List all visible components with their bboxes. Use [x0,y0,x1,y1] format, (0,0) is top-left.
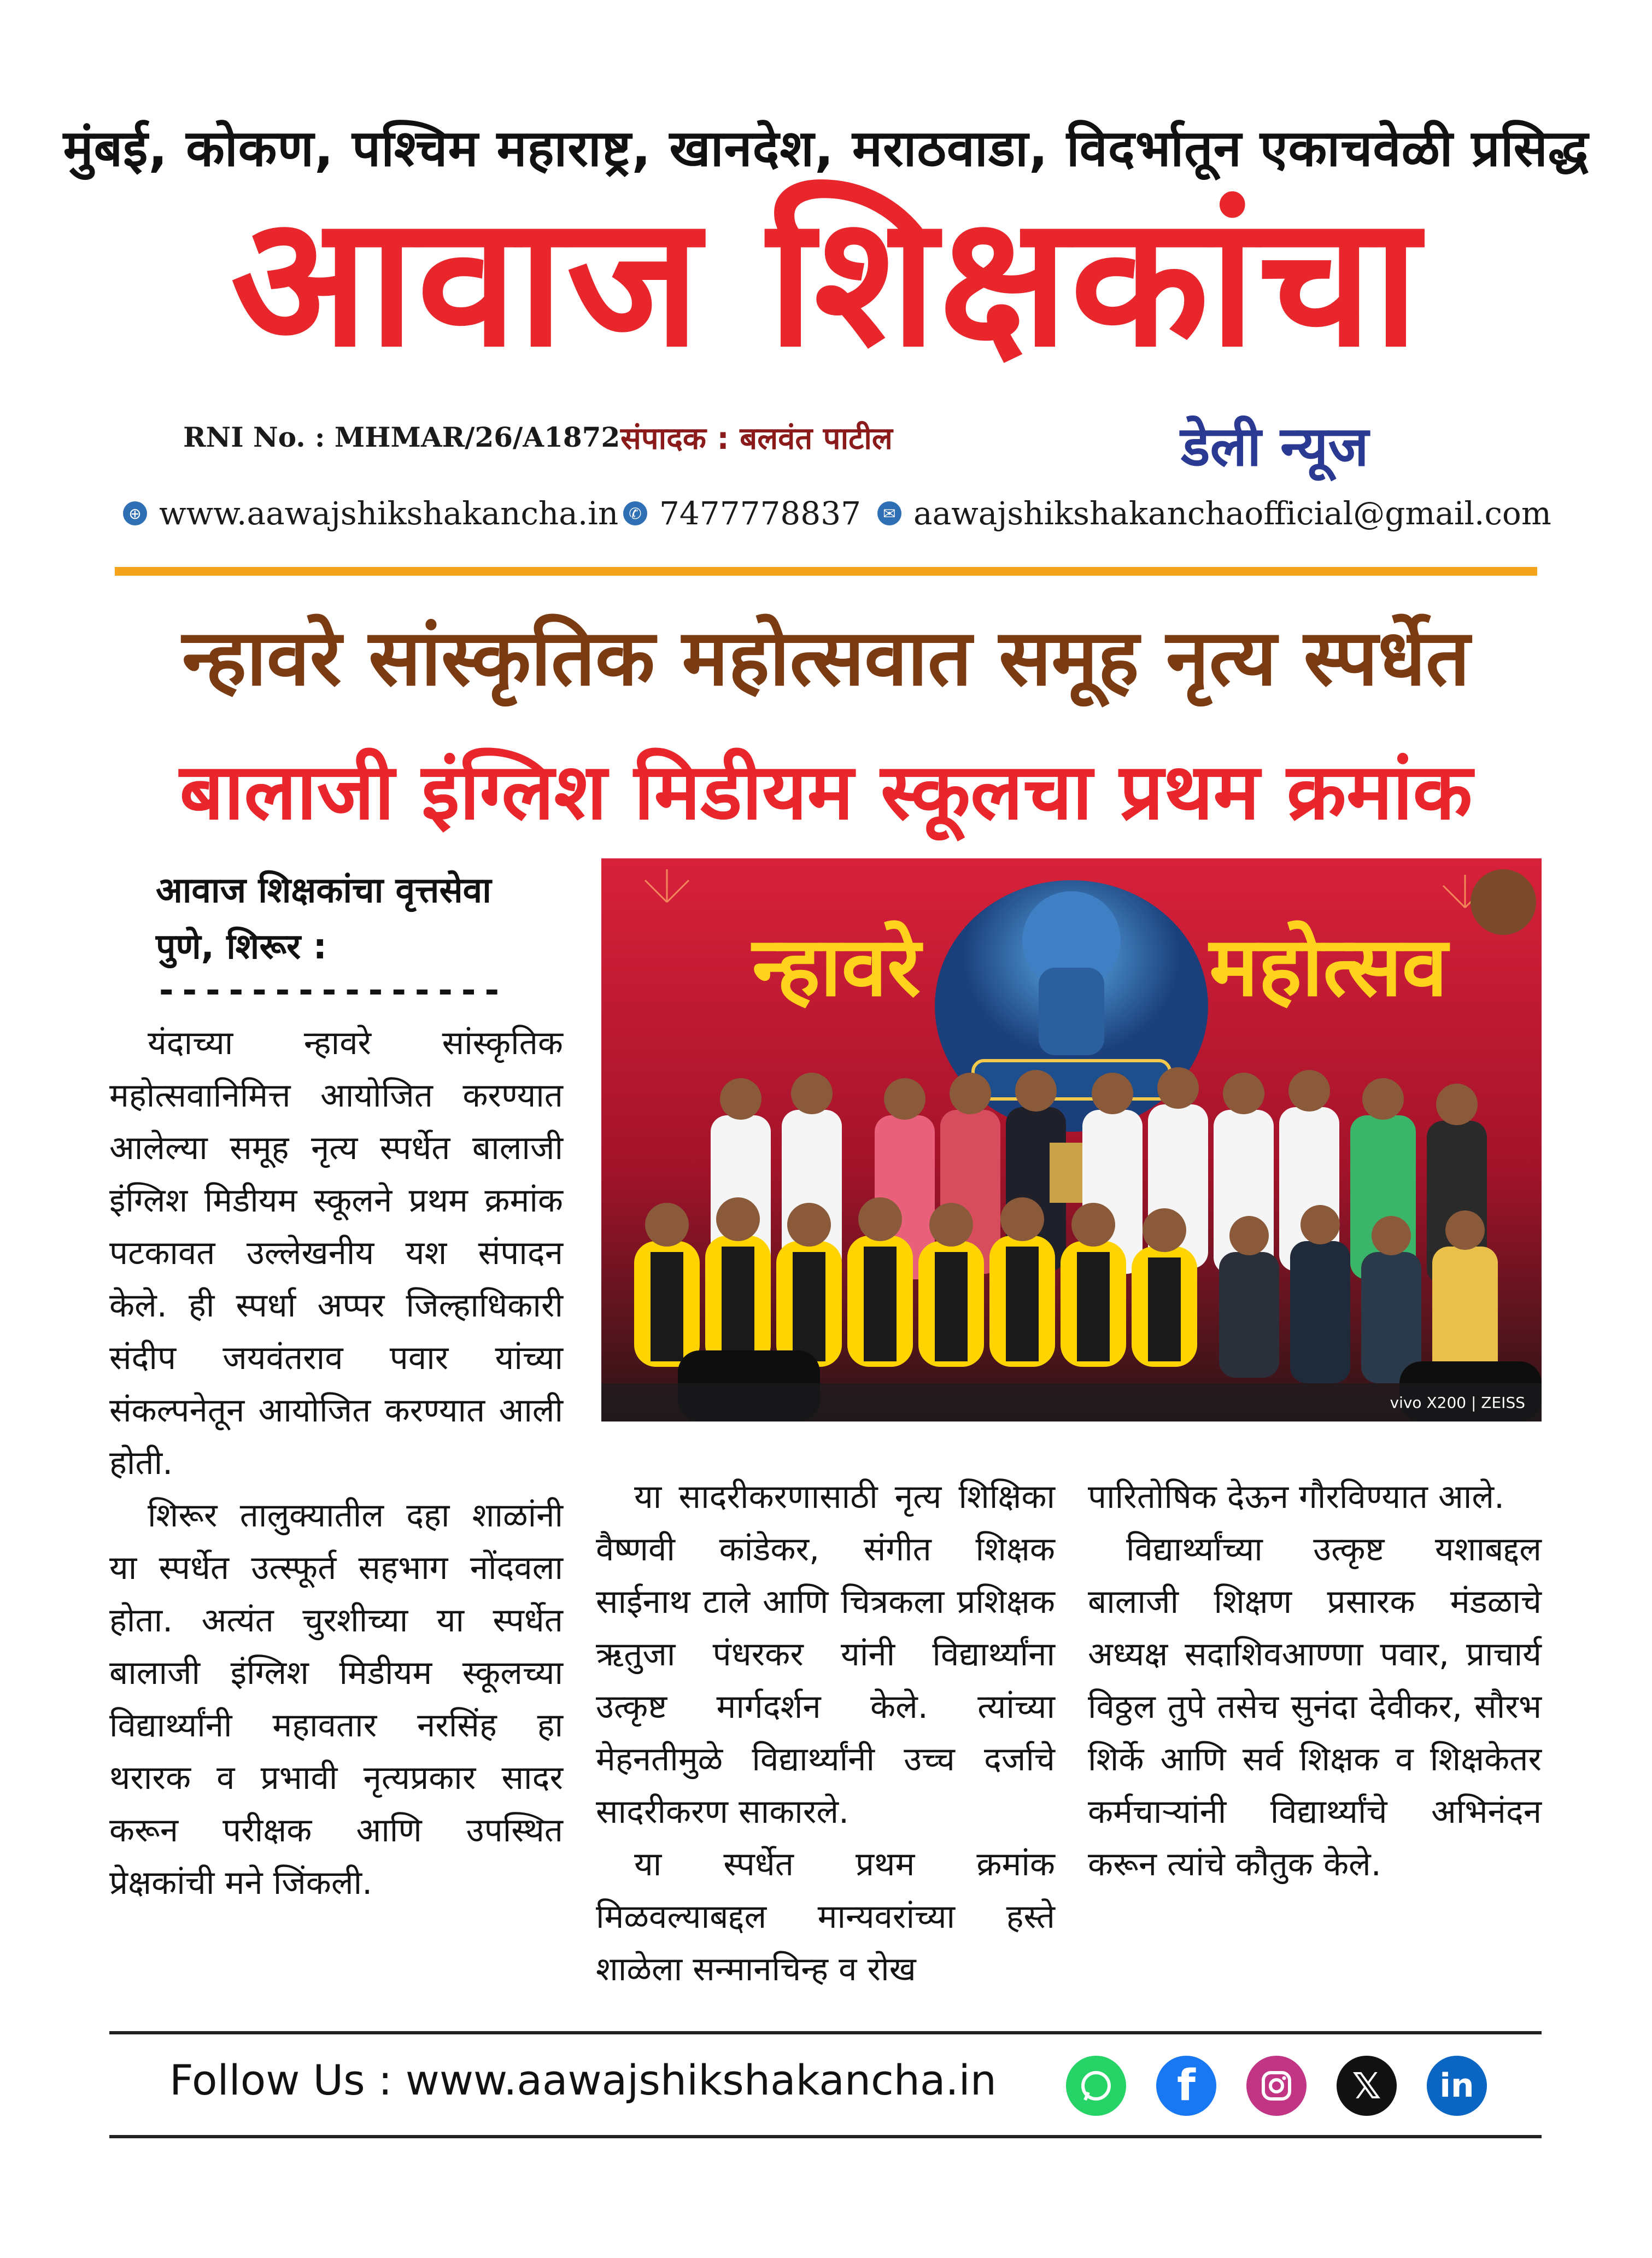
event-photo-illustration [601,858,1542,1422]
website-text: www.aawajshikshakancha.in [159,495,619,532]
rni-number: RNI No. : MHMAR/26/A1872 [183,421,620,453]
globe-icon: ⊕ [123,501,147,525]
byline-place: पुणे, शिरूर : [156,927,327,967]
phone-text: 7477778837 [659,495,862,532]
byline-separator: --------------- [156,970,505,1011]
whatsapp-icon[interactable] [1066,2056,1126,2116]
follow-us-text[interactable]: Follow Us : www.aawajshikshakancha.in [169,2056,997,2104]
newspaper-title: आवाज शिक्षकांचा [230,177,1422,387]
mail-icon: ✉ [877,501,901,525]
article-paragraph: विद्यार्थ्यांच्या उत्कृष्ट यशाबद्दल बालाजी शिक्षण प्रसारक मंडळाचे अध्यक्ष सदाशिवआण्णा पवार, प्राचार्य विठ्ठल तुपे तसेच सुनंदा देवीकर, सौरभ शिर्के आणि सर्व शिक्षक व शिक्षकेतर कर्मचाऱ्यांनी विद्यार्थ्यांचे अभिनंदन करून त्यांचे कौतुक केले. [1088,1530,1542,1883]
contact-phone[interactable] [623,495,861,532]
article-paragraph: यंदाच्या न्हावरे सांस्कृतिक महोत्सवानिमित्त आयोजित करण्यात आलेल्या समूह नृत्य स्पर्धेत बालाजी इंग्लिश मिडीयम स्कूलने प्रथम क्रमांक पटकावत उल्लेखनीय यश संपादन केले. ही स्पर्धा अप्पर जिल्हाधिकारी संदीप जयवंतराव पवार यांच्या संकल्पनेतून आयोजित करण्यात आली होती. [109,1024,563,1482]
headline-line-1: न्हावरे सांस्कृतिक महोत्सवात समूह नृत्य स्पर्धेत [182,613,1470,703]
contact-website[interactable] [123,495,618,532]
linkedin-icon[interactable]: in [1427,2056,1487,2116]
masthead-tagline: मुंबई, कोकण, पश्चिम महाराष्ट्र, खानदेश, मराठवाडा, विदर्भातून एकाचवेळी प्रसिद्ध [63,119,1589,178]
photo-banner-left: न्हावरे [752,920,921,1015]
article-column-1 [109,1017,563,1909]
article-paragraph: या सादरीकरणासाठी नृत्य शिक्षिका वैष्णवी कांडेकर, संगीत शिक्षक साईनाथ टाले आणि चित्रकला प्रशिक्षक ऋतुजा पंधरकर यांनी विद्यार्थ्यांना उत्कृष्ट मार्गदर्शन केले. त्यांच्या मेहनतीमुळे विद्यार्थ्यांनी उच्च दर्जाचे सादरीकरण साकारले. [596,1478,1055,1831]
headline-line-2: बालाजी इंग्लिश मिडीयम स्कूलचा प्रथम क्रमांक [179,747,1473,837]
editor-name: संपादक : बलवंत पाटील [620,421,893,457]
email-text: aawajshikshakanchaofficial@gmail.com [913,495,1551,532]
photo-watermark: vivo X200 | ZEISS [1390,1394,1525,1412]
article-paragraph: पारितोषिक देऊन गौरविण्यात आले. [1088,1478,1505,1516]
byline-agency: आवाज शिक्षकांचा वृत्तसेवा [156,870,491,911]
article-paragraph: या स्पर्धेत प्रथम क्रमांक मिळवल्याबद्दल मान्यवरांच्या हस्ते शाळेला सन्मानचिन्ह व रोख [596,1845,1055,1988]
instagram-icon[interactable] [1246,2056,1307,2116]
article-column-2 [596,1471,1055,1996]
contact-email[interactable] [877,495,1551,532]
article-paragraph: शिरूर तालुक्यातील दहा शाळांनी या स्पर्धेत उत्स्फूर्त सहभाग नोंदवला होता. अत्यंत चुरशीच्या या स्पर्धेत बालाजी इंग्लिश मिडीयम स्कूलच्या विद्यार्थ्यांनी महावतार नरसिंह हा थरारक व प्रभावी नृत्यप्रकार सादर करून परीक्षक आणि उपस्थित प्रेक्षकांची मने जिंकली. [109,1496,563,1902]
x-icon[interactable]: 𝕏 [1337,2056,1397,2116]
phone-icon: ✆ [623,501,647,525]
article-column-3 [1088,1471,1542,1891]
footer-top-rule [109,2031,1542,2034]
footer-bottom-rule [109,2135,1542,2138]
facebook-icon[interactable]: f [1156,2056,1216,2116]
event-photo [601,858,1542,1422]
header-divider [115,567,1537,576]
edition-label: डेली न्यूज [1181,414,1369,478]
photo-banner-right: महोत्सव [1209,920,1448,1015]
